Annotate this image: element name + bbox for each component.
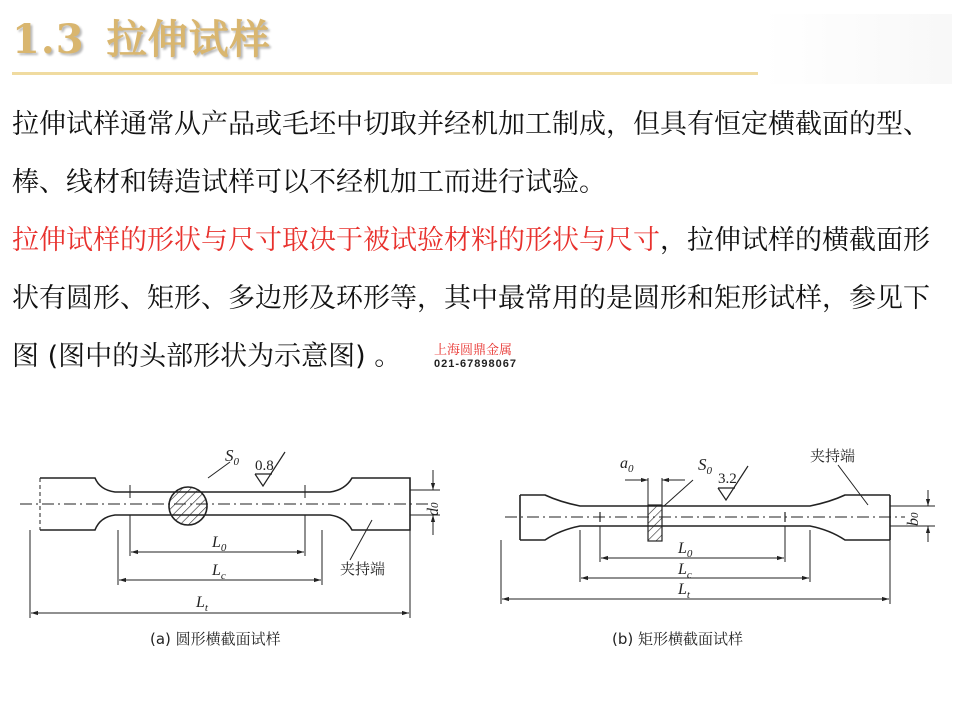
specimen-figures (0, 430, 960, 720)
figure-b-lt-label: $L_t$ (678, 581, 690, 601)
section-number: 1.3 (12, 16, 85, 63)
slide-title (12, 8, 271, 65)
highlight-text: 拉伸试样的形状与尺寸取决于被试验材料的形状与尺寸 (12, 225, 660, 256)
figure-b-s0-label: $S_0$ (698, 455, 712, 477)
figure-a-lt-label: $L_t$ (196, 594, 208, 614)
figure-a-l0-label: $L_0$ (212, 534, 227, 554)
figure-a-roughness: 0.8 (255, 458, 274, 474)
watermark (431, 342, 520, 372)
figure-b-roughness: 3.2 (718, 471, 737, 487)
figure-b-b0-label: b0 (905, 512, 922, 526)
figure-a-round-specimen (20, 452, 440, 618)
figure-b-a0-label: $a_0$ (620, 455, 634, 475)
section-title: 拉伸试样 (106, 16, 271, 63)
watermark-phone: 021-67898067 (434, 358, 517, 370)
paragraph-shape-rest: ，拉伸试样的横截面形状有圆形、矩形、多边形及环形等，其中最常用的是圆形和矩形试样，参见下图 (图中的头部形状为示意图) 。 (12, 225, 930, 372)
figure-a-s0-label: $S_0$ (225, 446, 239, 468)
figure-b-l0-label: $L_0$ (678, 540, 693, 560)
figure-b-lc-label: $L_c$ (678, 561, 692, 581)
figure-a-caption: (a) 圆形横截面试样 (150, 630, 281, 648)
figure-a-grip-label: 夹持端 (340, 560, 386, 578)
corner-decoration (762, 14, 952, 84)
figure-b-grip-label: 夹持端 (810, 447, 856, 465)
figure-a-d0-label: d0 (425, 502, 442, 516)
figure-b-caption: (b) 矩形横截面试样 (612, 630, 743, 648)
paragraph-intro: 拉伸试样通常从产品或毛坯中切取并经机加工制成，但具有恒定横截面的型、棒、线材和铸造试样可以不经机加工而进行试验。 (12, 109, 930, 198)
figure-a-lc-label: $L_c$ (212, 562, 226, 582)
watermark-company: 上海圆鼎金属 (434, 342, 513, 357)
title-underline (12, 72, 758, 75)
